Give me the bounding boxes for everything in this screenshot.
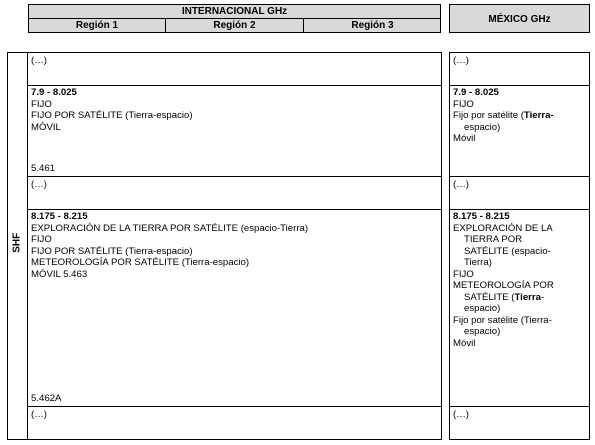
- service-text: TIERRA POR: [464, 234, 523, 245]
- service-text: EXPLORACIÓN DE LA: [453, 222, 553, 234]
- service-text: FIJO: [453, 268, 474, 280]
- ellipsis-text: (…): [31, 55, 47, 66]
- service-text: FIJO: [31, 234, 52, 245]
- ellipsis-text: (…): [453, 409, 469, 420]
- international-header: [28, 4, 441, 33]
- service-text: espacio): [464, 121, 501, 133]
- service-text: espacio): [464, 303, 501, 314]
- row-divider: [27, 176, 442, 177]
- header-divider: [29, 18, 440, 19]
- mexico-header-title: MÉXICO GHz: [488, 14, 551, 25]
- international-band-7-9: [31, 87, 193, 133]
- band-range: 8.175 - 8.215: [453, 211, 510, 222]
- international-ellipsis-top: [31, 55, 47, 67]
- mexico-band-8-175: [453, 211, 554, 349]
- service-text: FIJO POR SATÉLITE (Tierra-espacio): [31, 245, 193, 257]
- service-text-part: -: [540, 291, 545, 303]
- international-band-8-175: [31, 211, 308, 280]
- service-text: Móvil: [453, 337, 476, 349]
- service-text: METEOROLOGÍA POR SATÉLITE (Tierra-espacio): [31, 257, 250, 268]
- ellipsis-text: (…): [31, 409, 47, 420]
- service-text: [453, 292, 554, 304]
- mexico-ellipsis-middle: [453, 179, 469, 191]
- service-text: MÓVIL 5.463: [31, 268, 88, 280]
- mexico-band-7-9: [453, 87, 554, 145]
- row-divider: [27, 85, 442, 86]
- ellipsis-text: (…): [453, 179, 469, 190]
- service-text: EXPLORACIÓN DE LA TIERRA POR SATÉLITE (espacio-Tierra): [31, 222, 309, 234]
- row-divider: [449, 176, 590, 177]
- region-3-header: Región 3: [351, 20, 394, 31]
- service-text: Tierra): [464, 257, 492, 268]
- region-1-header: Región 1: [75, 20, 119, 31]
- band-range: 7.9 - 8.025: [31, 87, 77, 98]
- row-divider: [449, 406, 590, 407]
- side-label-divider: [27, 52, 28, 440]
- mexico-ellipsis-top: [453, 55, 469, 67]
- international-ellipsis-middle: [31, 179, 47, 191]
- service-text: SATÉLITE (espacio-: [464, 245, 551, 257]
- service-text: Fijo por satélite (Tierra-: [453, 314, 552, 326]
- international-ellipsis-bottom: [31, 409, 47, 421]
- service-text: Móvil: [453, 133, 476, 144]
- footnote-text: 5.461: [31, 163, 56, 174]
- service-text-bold: Tierra-: [523, 110, 554, 121]
- ellipsis-text: (…): [31, 179, 47, 190]
- mexico-header: [449, 4, 590, 33]
- service-text-part: SATÉLITE (: [464, 291, 515, 303]
- service-text: FIJO: [31, 98, 52, 110]
- row-divider: [27, 209, 442, 210]
- band-range: 7.9 - 8.025: [453, 87, 499, 98]
- row-divider: [27, 406, 442, 407]
- international-header-title: INTERNACIONAL GHz: [181, 6, 288, 17]
- service-text: espacio): [464, 326, 501, 337]
- service-text: [453, 110, 554, 122]
- shf-label: SHF: [11, 232, 23, 253]
- international-footnote: [31, 163, 55, 175]
- region-2-header: Región 2: [213, 20, 256, 31]
- service-text-part: Fijo por satélite (: [453, 110, 524, 121]
- mexico-ellipsis-bottom: [453, 409, 469, 421]
- row-divider: [449, 85, 590, 86]
- band-range: 8.175 - 8.215: [31, 211, 88, 222]
- service-text: MÓVIL: [31, 121, 61, 133]
- service-text: METEOROLOGÍA POR: [453, 280, 554, 291]
- service-text-bold: Tierra: [514, 291, 541, 303]
- ellipsis-text: (…): [453, 55, 469, 66]
- footnote-text: 5.462A: [31, 393, 62, 404]
- service-text: FIJO: [453, 98, 474, 110]
- service-text: FIJO POR SATÉLITE (Tierra-espacio): [31, 110, 193, 121]
- row-divider: [449, 209, 590, 210]
- international-footnote: [31, 393, 61, 405]
